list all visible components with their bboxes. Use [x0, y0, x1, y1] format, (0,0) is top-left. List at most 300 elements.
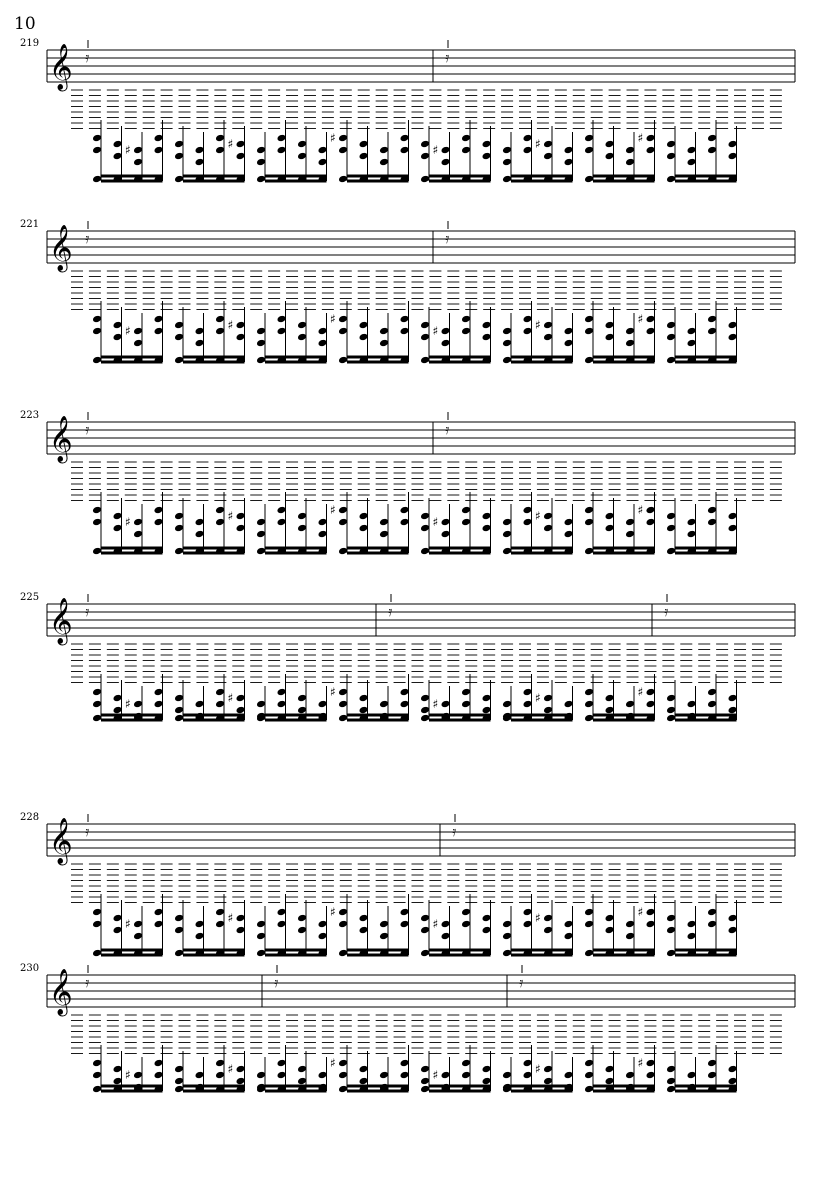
note-group: [502, 674, 573, 722]
note-head: [338, 547, 348, 556]
sharp-icon: ♯: [227, 137, 234, 151]
note-head: [256, 932, 266, 941]
note-head: [707, 518, 717, 527]
note-head: [154, 518, 164, 527]
note-head: [523, 146, 533, 155]
note-head: [502, 158, 512, 167]
note-head: [605, 926, 615, 935]
note-head: [92, 175, 102, 184]
note-head: [666, 1077, 676, 1086]
sharp-icon: ♯: [432, 143, 439, 157]
note-head: [297, 914, 307, 923]
sharp-icon: ♯: [535, 911, 541, 925]
note-head: [92, 1059, 102, 1068]
note-head: [502, 530, 512, 539]
note-head: [543, 333, 553, 342]
sharp-icon: ♯: [330, 131, 336, 145]
note-group: [502, 301, 573, 364]
note-head: [584, 506, 594, 515]
note-head: [646, 908, 656, 917]
sharp-icon: ♯: [535, 509, 541, 523]
note-head: [666, 949, 676, 958]
note-head: [625, 700, 635, 709]
note-head: [277, 315, 287, 324]
sixteenth-rest-icon: 𝄿: [85, 604, 90, 620]
note-head: [154, 134, 164, 143]
note-head: [174, 1077, 184, 1086]
note-head: [543, 1065, 553, 1074]
note-head: [564, 518, 574, 527]
note-head: [113, 524, 123, 533]
note-group: [666, 301, 737, 364]
note-head: [297, 512, 307, 521]
note-head: [92, 700, 102, 709]
note-head: [195, 518, 205, 527]
note-group: [420, 894, 491, 957]
note-group: [666, 492, 737, 555]
note-head: [666, 152, 676, 161]
sharp-icon: ♯: [432, 697, 439, 711]
note-head: [195, 327, 205, 336]
sharp-icon: ♯: [432, 1068, 439, 1082]
note-head: [523, 134, 533, 143]
note-head: [461, 506, 471, 515]
note-head: [92, 908, 102, 917]
note-head: [461, 1059, 471, 1068]
note-head: [297, 1065, 307, 1074]
note-head: [215, 1071, 225, 1080]
note-head: [359, 524, 369, 533]
page-number: 10: [14, 14, 36, 34]
note-head: [584, 1071, 594, 1080]
note-head: [174, 694, 184, 703]
note-head: [687, 327, 697, 336]
note-head: [215, 134, 225, 143]
note-head: [482, 140, 492, 149]
note-head: [420, 914, 430, 923]
note-head: [318, 339, 328, 348]
sharp-icon: ♯: [535, 318, 541, 332]
staff: [47, 231, 795, 263]
note-head: [584, 146, 594, 155]
note-head: [441, 700, 451, 709]
note-group: [330, 301, 409, 364]
note-head: [338, 175, 348, 184]
sharp-icon: ♯: [330, 503, 336, 517]
note-head: [543, 694, 553, 703]
note-head: [92, 1085, 102, 1094]
note-head: [338, 1085, 348, 1094]
note-head: [338, 315, 348, 324]
sharp-icon: ♯: [330, 312, 336, 326]
note-head: [379, 700, 389, 709]
note-head: [113, 926, 123, 935]
note-head: [564, 1071, 574, 1080]
note-head: [318, 158, 328, 167]
note-head: [359, 694, 369, 703]
note-head: [133, 518, 143, 527]
note-head: [400, 920, 410, 929]
note-head: [441, 146, 451, 155]
sharp-icon: ♯: [330, 1056, 336, 1070]
note-head: [318, 932, 328, 941]
note-head: [297, 140, 307, 149]
note-head: [441, 530, 451, 539]
note-head: [605, 1077, 615, 1086]
note-head: [687, 530, 697, 539]
sixteenth-rest-icon: 𝄿: [85, 975, 90, 991]
note-head: [482, 694, 492, 703]
note-head: [707, 146, 717, 155]
note-head: [400, 134, 410, 143]
note-head: [584, 908, 594, 917]
note-head: [256, 920, 266, 929]
note-head: [379, 932, 389, 941]
note-head: [174, 356, 184, 365]
note-head: [461, 908, 471, 917]
measure-number-230: 230: [20, 963, 40, 974]
sharp-icon: ♯: [432, 917, 439, 931]
note-group: [92, 492, 163, 555]
note-head: [236, 914, 246, 923]
note-head: [707, 700, 717, 709]
note-head: [523, 518, 533, 527]
note-head: [113, 333, 123, 342]
note-head: [502, 356, 512, 365]
note-head: [666, 512, 676, 521]
note-group: [666, 120, 737, 183]
note-head: [564, 158, 574, 167]
note-head: [523, 700, 533, 709]
note-head: [605, 333, 615, 342]
note-head: [625, 1071, 635, 1080]
note-group: [502, 894, 573, 957]
note-head: [195, 339, 205, 348]
note-head: [564, 932, 574, 941]
sharp-icon: ♯: [535, 691, 541, 705]
note-group: [584, 1045, 655, 1093]
note-head: [461, 1071, 471, 1080]
system-230: [47, 965, 795, 1093]
note-head: [154, 1059, 164, 1068]
sharp-icon: ♯: [227, 691, 234, 705]
note-head: [359, 512, 369, 521]
note-head: [441, 920, 451, 929]
measure-number-225: 225: [20, 592, 40, 603]
sharp-icon: ♯: [227, 911, 234, 925]
note-head: [564, 146, 574, 155]
note-head: [359, 914, 369, 923]
note-head: [256, 356, 266, 365]
note-head: [338, 908, 348, 917]
note-head: [379, 1071, 389, 1080]
note-head: [256, 518, 266, 527]
note-head: [584, 518, 594, 527]
note-head: [133, 920, 143, 929]
note-head: [482, 321, 492, 330]
note-head: [338, 327, 348, 336]
note-head: [543, 706, 553, 715]
note-head: [359, 926, 369, 935]
note-head: [666, 524, 676, 533]
note-head: [461, 327, 471, 336]
note-head: [195, 920, 205, 929]
note-head: [113, 321, 123, 330]
note-head: [728, 706, 738, 715]
note-head: [318, 530, 328, 539]
note-head: [174, 949, 184, 958]
sharp-icon: ♯: [637, 503, 644, 517]
note-head: [338, 700, 348, 709]
staff: [47, 422, 795, 454]
measure-number-221: 221: [20, 219, 40, 230]
note-head: [584, 327, 594, 336]
note-head: [564, 530, 574, 539]
note-head: [92, 506, 102, 515]
staff: [47, 604, 795, 636]
note-head: [297, 694, 307, 703]
note-group: [330, 492, 409, 555]
beamed-notes: [92, 894, 737, 957]
note-head: [420, 706, 430, 715]
note-head: [113, 1077, 123, 1086]
note-head: [584, 688, 594, 697]
note-head: [625, 327, 635, 336]
sixteenth-rest-icon: 𝄿: [85, 824, 90, 840]
note-head: [379, 920, 389, 929]
sharp-icon: ♯: [125, 1068, 131, 1082]
note-head: [666, 1065, 676, 1074]
note-group: [420, 1045, 491, 1093]
note-head: [625, 932, 635, 941]
note-head: [502, 518, 512, 527]
note-head: [236, 706, 246, 715]
note-head: [379, 530, 389, 539]
note-head: [113, 512, 123, 521]
note-head: [666, 714, 676, 723]
note-head: [338, 1059, 348, 1068]
note-head: [400, 688, 410, 697]
note-group: [584, 674, 655, 722]
note-head: [318, 518, 328, 527]
note-head: [461, 146, 471, 155]
note-head: [338, 688, 348, 697]
note-head: [502, 932, 512, 941]
note-head: [543, 152, 553, 161]
measure-number-223: 223: [20, 410, 40, 421]
note-head: [154, 506, 164, 515]
note-head: [420, 175, 430, 184]
beamed-notes: [92, 674, 737, 722]
beamed-notes: [92, 1045, 737, 1093]
note-head: [174, 512, 184, 521]
note-head: [154, 700, 164, 709]
note-head: [502, 920, 512, 929]
note-head: [215, 908, 225, 917]
note-head: [154, 146, 164, 155]
note-head: [482, 524, 492, 533]
note-head: [174, 175, 184, 184]
note-head: [359, 321, 369, 330]
note-head: [605, 1065, 615, 1074]
note-head: [277, 146, 287, 155]
staff: [47, 824, 795, 856]
note-group: [174, 894, 245, 957]
note-head: [584, 315, 594, 324]
note-group: [256, 1045, 327, 1093]
sixteenth-rest-icon: 𝄿: [85, 50, 90, 66]
note-head: [236, 1077, 246, 1086]
note-head: [707, 688, 717, 697]
note-head: [482, 512, 492, 521]
note-head: [461, 700, 471, 709]
treble-clef-icon: 𝄞: [49, 969, 73, 1015]
note-head: [646, 146, 656, 155]
note-head: [543, 926, 553, 935]
note-head: [359, 140, 369, 149]
note-head: [666, 356, 676, 365]
note-head: [92, 714, 102, 723]
note-head: [461, 518, 471, 527]
note-head: [584, 700, 594, 709]
note-head: [297, 524, 307, 533]
note-head: [318, 700, 328, 709]
note-group: [502, 120, 573, 183]
note-head: [482, 333, 492, 342]
ledger-texture: [71, 271, 782, 310]
note-head: [728, 333, 738, 342]
note-head: [666, 547, 676, 556]
note-head: [113, 152, 123, 161]
note-group: [502, 492, 573, 555]
note-head: [277, 518, 287, 527]
note-head: [420, 714, 430, 723]
note-head: [338, 506, 348, 515]
note-head: [420, 1077, 430, 1086]
note-head: [174, 547, 184, 556]
note-head: [707, 327, 717, 336]
note-group: [584, 894, 655, 957]
sixteenth-rest-icon: 𝄿: [519, 975, 524, 991]
note-head: [502, 547, 512, 556]
note-head: [625, 518, 635, 527]
sharp-icon: ♯: [125, 917, 131, 931]
note-head: [523, 920, 533, 929]
note-head: [420, 140, 430, 149]
note-head: [564, 339, 574, 348]
note-group: [256, 894, 327, 957]
note-head: [646, 1059, 656, 1068]
note-head: [605, 321, 615, 330]
note-head: [92, 518, 102, 527]
note-group: [420, 492, 491, 555]
note-group: [584, 120, 655, 183]
note-head: [236, 152, 246, 161]
note-group: [330, 894, 409, 957]
note-head: [215, 518, 225, 527]
note-head: [687, 1071, 697, 1080]
note-group: [666, 894, 737, 957]
note-group: [256, 492, 327, 555]
sixteenth-rest-icon: 𝄿: [664, 604, 669, 620]
note-head: [195, 1071, 205, 1080]
note-head: [400, 315, 410, 324]
note-head: [625, 530, 635, 539]
note-head: [543, 1077, 553, 1086]
note-head: [564, 920, 574, 929]
note-head: [133, 530, 143, 539]
note-head: [297, 1077, 307, 1086]
note-head: [379, 327, 389, 336]
note-head: [502, 949, 512, 958]
note-head: [318, 146, 328, 155]
note-head: [707, 1071, 717, 1080]
note-head: [236, 512, 246, 521]
note-group: [174, 492, 245, 555]
beamed-notes: [92, 301, 737, 364]
note-head: [195, 146, 205, 155]
measure-number-228: 228: [20, 812, 40, 823]
note-head: [461, 920, 471, 929]
sharp-icon: ♯: [535, 1062, 541, 1076]
note-head: [441, 158, 451, 167]
note-head: [400, 518, 410, 527]
beamed-notes: [92, 492, 737, 555]
system-228: [47, 814, 795, 957]
note-group: [666, 1045, 737, 1093]
note-head: [113, 706, 123, 715]
note-head: [92, 547, 102, 556]
note-head: [707, 1059, 717, 1068]
note-head: [277, 700, 287, 709]
note-head: [482, 1077, 492, 1086]
note-head: [400, 1059, 410, 1068]
note-head: [215, 688, 225, 697]
note-head: [707, 920, 717, 929]
note-head: [92, 356, 102, 365]
note-group: [584, 301, 655, 364]
note-head: [543, 914, 553, 923]
note-head: [400, 506, 410, 515]
note-head: [256, 339, 266, 348]
note-head: [502, 175, 512, 184]
ledger-texture: [71, 864, 782, 903]
note-group: [584, 492, 655, 555]
note-head: [482, 914, 492, 923]
ledger-texture: [71, 462, 782, 501]
note-head: [215, 146, 225, 155]
note-group: [330, 1045, 409, 1093]
note-head: [400, 1071, 410, 1080]
note-head: [318, 1071, 328, 1080]
note-head: [502, 146, 512, 155]
note-head: [441, 518, 451, 527]
note-head: [543, 321, 553, 330]
note-head: [441, 1071, 451, 1080]
note-head: [564, 700, 574, 709]
note-head: [646, 688, 656, 697]
note-head: [113, 1065, 123, 1074]
note-head: [605, 512, 615, 521]
note-head: [420, 694, 430, 703]
note-group: [330, 120, 409, 183]
note-head: [707, 134, 717, 143]
note-head: [523, 327, 533, 336]
note-group: [92, 1045, 163, 1093]
note-head: [154, 315, 164, 324]
note-head: [666, 321, 676, 330]
note-head: [277, 134, 287, 143]
